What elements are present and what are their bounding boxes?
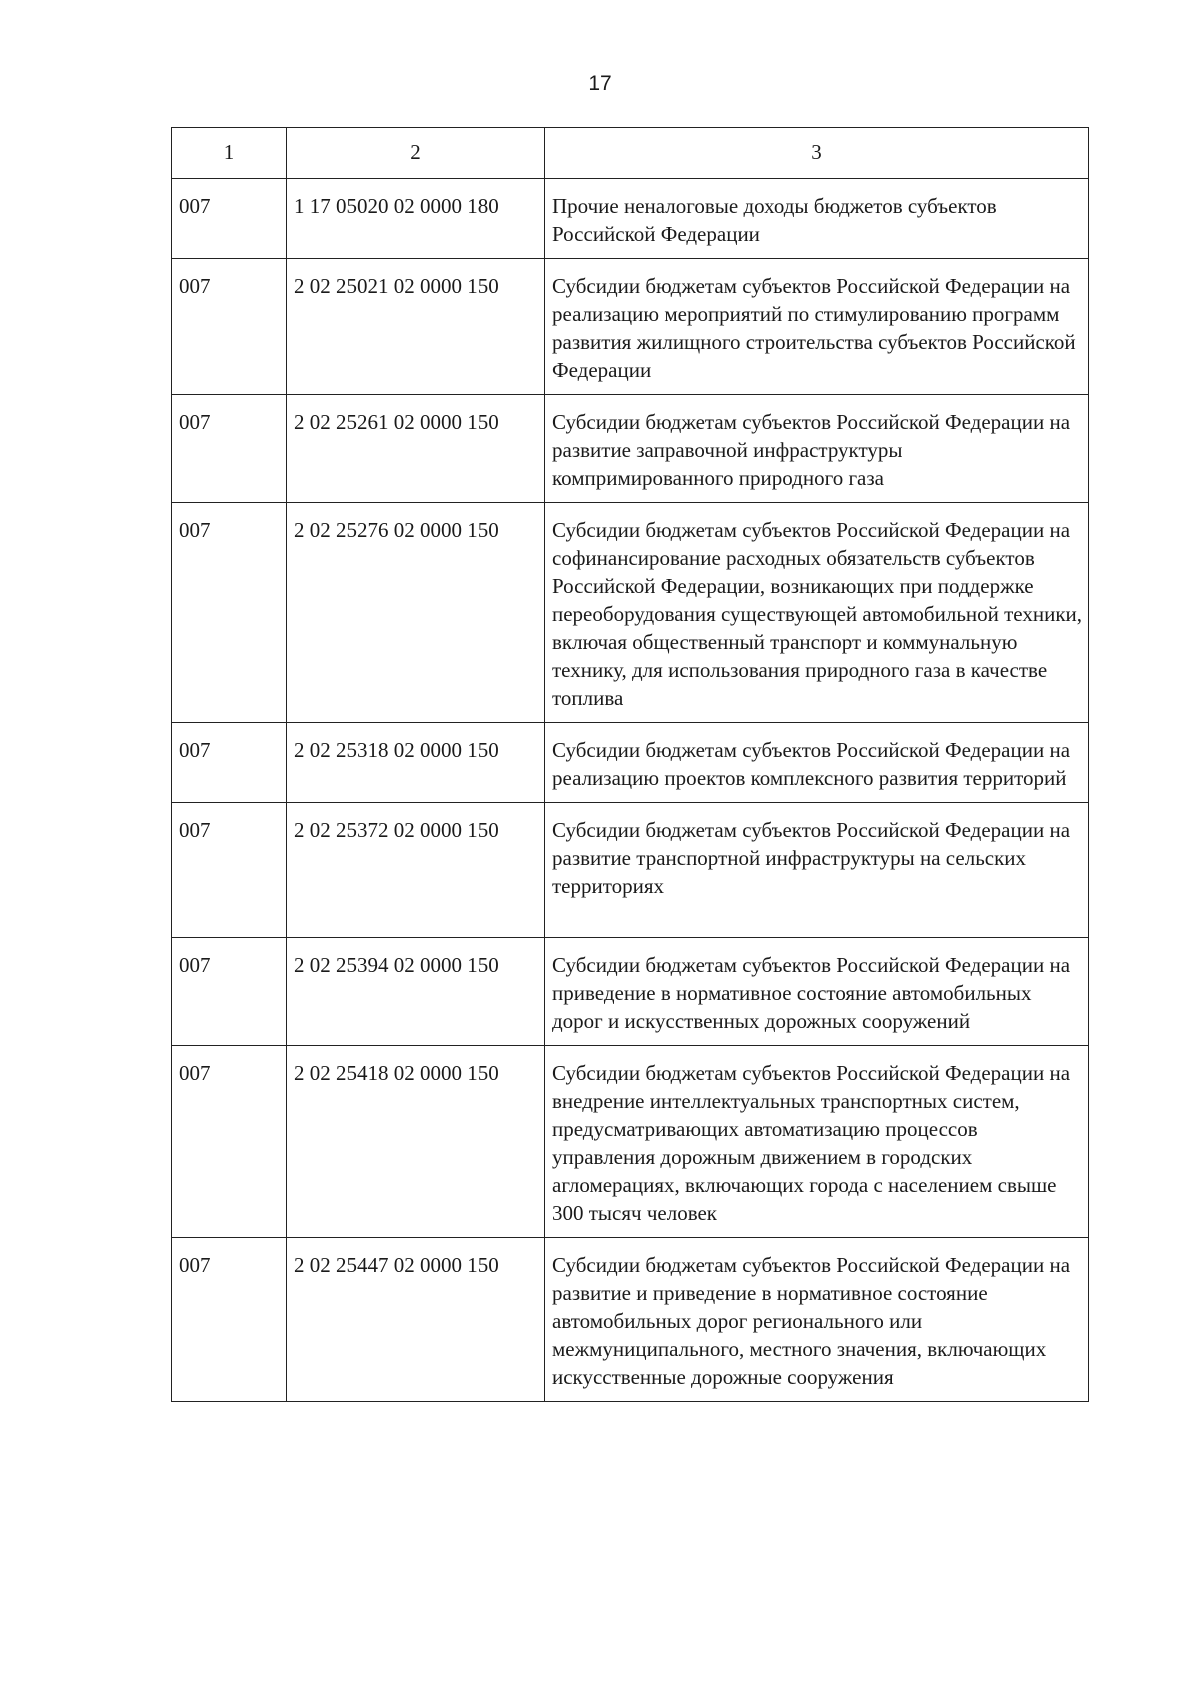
budget-code-cell: 2 02 25261 02 0000 150 — [287, 395, 545, 503]
column-header-2: 2 — [287, 128, 545, 179]
budget-code-cell: 2 02 25318 02 0000 150 — [287, 723, 545, 803]
table-header-row — [172, 128, 1089, 179]
table-row — [172, 1046, 1089, 1238]
admin-code-cell: 007 — [172, 723, 287, 803]
description-cell: Субсидии бюджетам субъектов Российской Федерации на внедрение интеллектуальных транспортных систем, предусматривающих автоматизацию процессов управления дорожным движением в городских агломерациях, включающих города с населением свыше 300 тысяч человек — [545, 1046, 1089, 1238]
description-cell: Субсидии бюджетам субъектов Российской Федерации на развитие заправочной инфраструктуры компримированного природного газа — [545, 395, 1089, 503]
table-row — [172, 938, 1089, 1046]
budget-codes-table — [171, 127, 1089, 1402]
admin-code-cell: 007 — [172, 179, 287, 259]
table-row — [172, 395, 1089, 503]
table-row — [172, 803, 1089, 938]
description-cell: Субсидии бюджетам субъектов Российской Федерации на реализацию мероприятий по стимулированию программ развития жилищного строительства субъектов Российской Федерации — [545, 259, 1089, 395]
column-header-3: 3 — [545, 128, 1089, 179]
description-cell: Субсидии бюджетам субъектов Российской Федерации на приведение в нормативное состояние автомобильных дорог и искусственных дорожных сооружений — [545, 938, 1089, 1046]
column-header-1: 1 — [172, 128, 287, 179]
description-cell: Субсидии бюджетам субъектов Российской Федерации на развитие транспортной инфраструктуры на сельских территориях — [545, 803, 1089, 938]
admin-code-cell: 007 — [172, 503, 287, 723]
admin-code-cell: 007 — [172, 1046, 287, 1238]
description-cell: Субсидии бюджетам субъектов Российской Федерации на софинансирование расходных обязательств субъектов Российской Федерации, возникающих при поддержке переоборудования существующей автомобильной техники, включая общественный транспорт и коммунальную технику, для использования природного газа в качестве топлива — [545, 503, 1089, 723]
page-number: 17 — [588, 72, 612, 95]
table-row — [172, 259, 1089, 395]
budget-code-cell: 2 02 25447 02 0000 150 — [287, 1238, 545, 1402]
table-row — [172, 503, 1089, 723]
description-cell: Субсидии бюджетам субъектов Российской Федерации на развитие и приведение в нормативное состояние автомобильных дорог регионального или межмуниципального, местного значения, включающих искусственные дорожные сооружения — [545, 1238, 1089, 1402]
admin-code-cell: 007 — [172, 395, 287, 503]
budget-code-cell: 2 02 25372 02 0000 150 — [287, 803, 545, 938]
budget-code-cell: 2 02 25276 02 0000 150 — [287, 503, 545, 723]
admin-code-cell: 007 — [172, 1238, 287, 1402]
table-row — [172, 1238, 1089, 1402]
table-row — [172, 179, 1089, 259]
admin-code-cell: 007 — [172, 259, 287, 395]
description-cell: Субсидии бюджетам субъектов Российской Федерации на реализацию проектов комплексного развития территорий — [545, 723, 1089, 803]
admin-code-cell: 007 — [172, 938, 287, 1046]
budget-code-cell: 2 02 25394 02 0000 150 — [287, 938, 545, 1046]
description-cell: Прочие неналоговые доходы бюджетов субъектов Российской Федерации — [545, 179, 1089, 259]
admin-code-cell: 007 — [172, 803, 287, 938]
table-row — [172, 723, 1089, 803]
budget-code-cell: 2 02 25021 02 0000 150 — [287, 259, 545, 395]
budget-code-cell: 1 17 05020 02 0000 180 — [287, 179, 545, 259]
budget-code-cell: 2 02 25418 02 0000 150 — [287, 1046, 545, 1238]
